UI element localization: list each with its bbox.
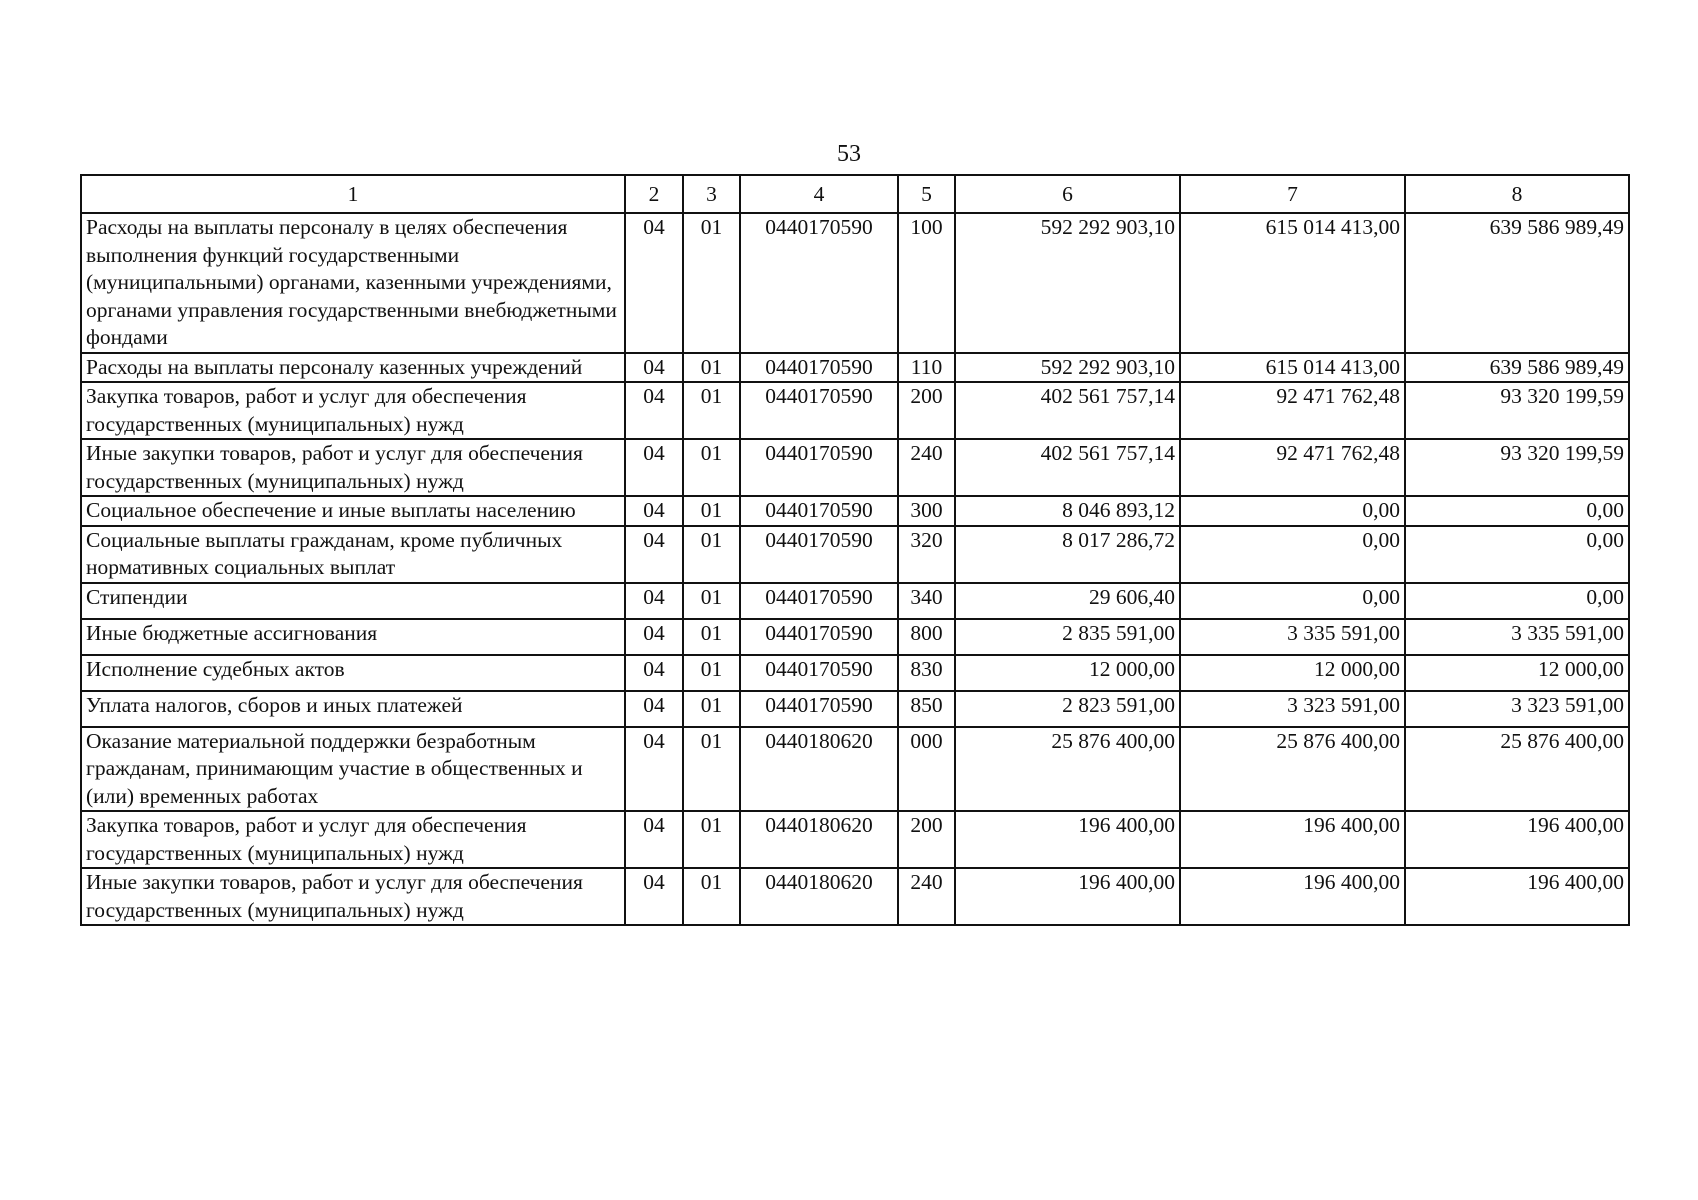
subsection-code: 01	[683, 382, 740, 439]
amount-col8: 25 876 400,00	[1405, 727, 1629, 812]
target-article-code: 0440170590	[740, 619, 898, 655]
expense-type-code: 200	[898, 811, 955, 868]
amount-col6: 592 292 903,10	[955, 353, 1180, 383]
target-article-code: 0440180620	[740, 727, 898, 812]
row-description: Закупка товаров, работ и услуг для обеспечения государственных (муниципальных) нужд	[81, 382, 625, 439]
amount-col7: 3 323 591,00	[1180, 691, 1405, 727]
expense-type-code: 320	[898, 526, 955, 583]
row-description: Исполнение судебных актов	[81, 655, 625, 691]
amount-col7: 0,00	[1180, 496, 1405, 526]
amount-col8: 196 400,00	[1405, 811, 1629, 868]
amount-col6: 402 561 757,14	[955, 439, 1180, 496]
header-cell: 2	[625, 175, 683, 213]
expense-type-code: 800	[898, 619, 955, 655]
target-article-code: 0440170590	[740, 353, 898, 383]
section-code: 04	[625, 496, 683, 526]
amount-col7: 0,00	[1180, 583, 1405, 619]
subsection-code: 01	[683, 868, 740, 925]
section-code: 04	[625, 382, 683, 439]
row-description: Иные закупки товаров, работ и услуг для обеспечения государственных (муниципальных) нужд	[81, 868, 625, 925]
expense-type-code: 240	[898, 868, 955, 925]
table-row	[81, 727, 1629, 812]
row-description: Иные бюджетные ассигнования	[81, 619, 625, 655]
subsection-code: 01	[683, 526, 740, 583]
amount-col6: 2 823 591,00	[955, 691, 1180, 727]
amount-col7: 92 471 762,48	[1180, 439, 1405, 496]
amount-col8: 196 400,00	[1405, 868, 1629, 925]
subsection-code: 01	[683, 213, 740, 353]
expense-type-code: 000	[898, 727, 955, 812]
amount-col6: 8 046 893,12	[955, 496, 1180, 526]
section-code: 04	[625, 619, 683, 655]
amount-col7: 92 471 762,48	[1180, 382, 1405, 439]
subsection-code: 01	[683, 691, 740, 727]
amount-col6: 592 292 903,10	[955, 213, 1180, 353]
amount-col6: 12 000,00	[955, 655, 1180, 691]
amount-col7: 3 335 591,00	[1180, 619, 1405, 655]
expense-type-code: 300	[898, 496, 955, 526]
amount-col8: 12 000,00	[1405, 655, 1629, 691]
section-code: 04	[625, 727, 683, 812]
header-cell: 5	[898, 175, 955, 213]
amount-col7: 0,00	[1180, 526, 1405, 583]
amount-col6: 196 400,00	[955, 811, 1180, 868]
header-row	[81, 175, 1629, 213]
amount-col8: 3 323 591,00	[1405, 691, 1629, 727]
subsection-code: 01	[683, 439, 740, 496]
subsection-code: 01	[683, 583, 740, 619]
expense-type-code: 340	[898, 583, 955, 619]
header-cell: 7	[1180, 175, 1405, 213]
amount-col6: 402 561 757,14	[955, 382, 1180, 439]
section-code: 04	[625, 353, 683, 383]
header-cell: 1	[81, 175, 625, 213]
amount-col7: 12 000,00	[1180, 655, 1405, 691]
amount-col8: 93 320 199,59	[1405, 439, 1629, 496]
amount-col8: 3 335 591,00	[1405, 619, 1629, 655]
subsection-code: 01	[683, 811, 740, 868]
table-row	[81, 583, 1629, 619]
amount-col8: 639 586 989,49	[1405, 213, 1629, 353]
section-code: 04	[625, 691, 683, 727]
subsection-code: 01	[683, 727, 740, 812]
amount-col7: 615 014 413,00	[1180, 353, 1405, 383]
section-code: 04	[625, 439, 683, 496]
table-row	[81, 213, 1629, 353]
table-row	[81, 353, 1629, 383]
amount-col8: 639 586 989,49	[1405, 353, 1629, 383]
section-code: 04	[625, 868, 683, 925]
amount-col8: 0,00	[1405, 496, 1629, 526]
expense-type-code: 200	[898, 382, 955, 439]
target-article-code: 0440170590	[740, 496, 898, 526]
target-article-code: 0440180620	[740, 811, 898, 868]
amount-col6: 25 876 400,00	[955, 727, 1180, 812]
table-row	[81, 526, 1629, 583]
expense-type-code: 850	[898, 691, 955, 727]
amount-col6: 8 017 286,72	[955, 526, 1180, 583]
amount-col8: 93 320 199,59	[1405, 382, 1629, 439]
section-code: 04	[625, 213, 683, 353]
row-description: Оказание материальной поддержки безработным гражданам, принимающим участие в общественных и (или) временных работах	[81, 727, 625, 812]
amount-col7: 615 014 413,00	[1180, 213, 1405, 353]
expense-type-code: 830	[898, 655, 955, 691]
header-cell: 4	[740, 175, 898, 213]
amount-col7: 196 400,00	[1180, 811, 1405, 868]
header-cell: 6	[955, 175, 1180, 213]
expense-type-code: 240	[898, 439, 955, 496]
target-article-code: 0440170590	[740, 382, 898, 439]
header-cell: 8	[1405, 175, 1629, 213]
subsection-code: 01	[683, 496, 740, 526]
row-description: Социальное обеспечение и иные выплаты населению	[81, 496, 625, 526]
amount-col6: 196 400,00	[955, 868, 1180, 925]
target-article-code: 0440170590	[740, 526, 898, 583]
header-cell: 3	[683, 175, 740, 213]
target-article-code: 0440180620	[740, 868, 898, 925]
amount-col6: 29 606,40	[955, 583, 1180, 619]
subsection-code: 01	[683, 619, 740, 655]
expense-type-code: 100	[898, 213, 955, 353]
row-description: Социальные выплаты гражданам, кроме публичных нормативных социальных выплат	[81, 526, 625, 583]
target-article-code: 0440170590	[740, 655, 898, 691]
target-article-code: 0440170590	[740, 439, 898, 496]
table-row	[81, 496, 1629, 526]
subsection-code: 01	[683, 655, 740, 691]
target-article-code: 0440170590	[740, 583, 898, 619]
section-code: 04	[625, 526, 683, 583]
table-row	[81, 868, 1629, 925]
table-row	[81, 655, 1629, 691]
amount-col8: 0,00	[1405, 526, 1629, 583]
amount-col6: 2 835 591,00	[955, 619, 1180, 655]
table-row	[81, 619, 1629, 655]
target-article-code: 0440170590	[740, 691, 898, 727]
section-code: 04	[625, 811, 683, 868]
expense-type-code: 110	[898, 353, 955, 383]
row-description: Стипендии	[81, 583, 625, 619]
section-code: 04	[625, 583, 683, 619]
section-code: 04	[625, 655, 683, 691]
table-row	[81, 811, 1629, 868]
amount-col7: 25 876 400,00	[1180, 727, 1405, 812]
target-article-code: 0440170590	[740, 213, 898, 353]
amount-col7: 196 400,00	[1180, 868, 1405, 925]
row-description: Уплата налогов, сборов и иных платежей	[81, 691, 625, 727]
row-description: Закупка товаров, работ и услуг для обеспечения государственных (муниципальных) нужд	[81, 811, 625, 868]
table-row	[81, 691, 1629, 727]
table-row	[81, 439, 1629, 496]
table-row	[81, 382, 1629, 439]
row-description: Расходы на выплаты персоналу казенных учреждений	[81, 353, 625, 383]
subsection-code: 01	[683, 353, 740, 383]
row-description: Расходы на выплаты персоналу в целях обеспечения выполнения функций государственными (муниципальными) органами, казенными учреждениями, органами управления государственными внебюджетными фондами	[81, 213, 625, 353]
budget-table	[80, 174, 1630, 926]
amount-col8: 0,00	[1405, 583, 1629, 619]
row-description: Иные закупки товаров, работ и услуг для обеспечения государственных (муниципальных) нужд	[81, 439, 625, 496]
page-number: 53	[837, 141, 861, 167]
